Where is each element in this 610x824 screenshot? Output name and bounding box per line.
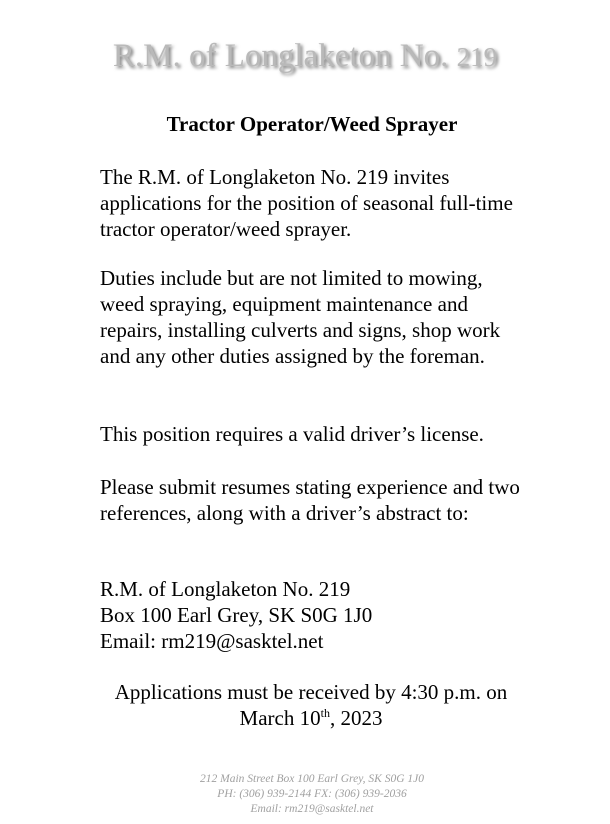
job-title: Tractor Operator/Weed Sprayer <box>166 112 458 136</box>
deadline-line: Applications must be received by 4:30 p.m. on <box>114 680 508 704</box>
intro-paragraph: The R.M. of Longlaketon No. 219 invites applications for the position of seasonal full-time tractor operator/weed sprayer. <box>100 165 513 241</box>
letterhead-title <box>0 38 610 75</box>
application-deadline <box>90 679 532 731</box>
letterhead-name: R.M. of Longlaketon No. <box>112 38 449 74</box>
submission-paragraph: Please submit resumes stating experience and two references, along with a driver’s abstract to: <box>100 475 520 525</box>
deadline-suffix: th <box>320 706 330 720</box>
address-line-name: R.M. of Longlaketon No. 219 <box>100 577 351 601</box>
duties-paragraph: Duties include but are not limited to mowing, weed spraying, equipment maintenance and repairs, installing culverts and signs, shop work and any other duties assigned by the foreman. <box>100 266 501 368</box>
deadline-year: , 2023 <box>329 706 383 730</box>
license-paragraph: This position requires a valid driver’s license. <box>100 422 484 446</box>
footer-phone-fax: PH: (306) 939-2144 FX: (306) 939-2036 <box>217 788 407 800</box>
deadline-date <box>90 705 532 731</box>
footer-email: Email: rm219@sasktel.net <box>250 803 374 815</box>
footer-address: 212 Main Street Box 100 Earl Grey, SK S0G 1J0 <box>199 773 424 785</box>
mailing-address <box>100 576 530 654</box>
letterhead-number: 219 <box>456 42 498 72</box>
address-line-box: Box 100 Earl Grey, SK S0G 1J0 <box>100 603 373 627</box>
deadline-month: March 10 <box>239 706 321 730</box>
footer-contact <box>0 772 610 817</box>
address-line-email: Email: rm219@sasktel.net <box>100 629 324 653</box>
